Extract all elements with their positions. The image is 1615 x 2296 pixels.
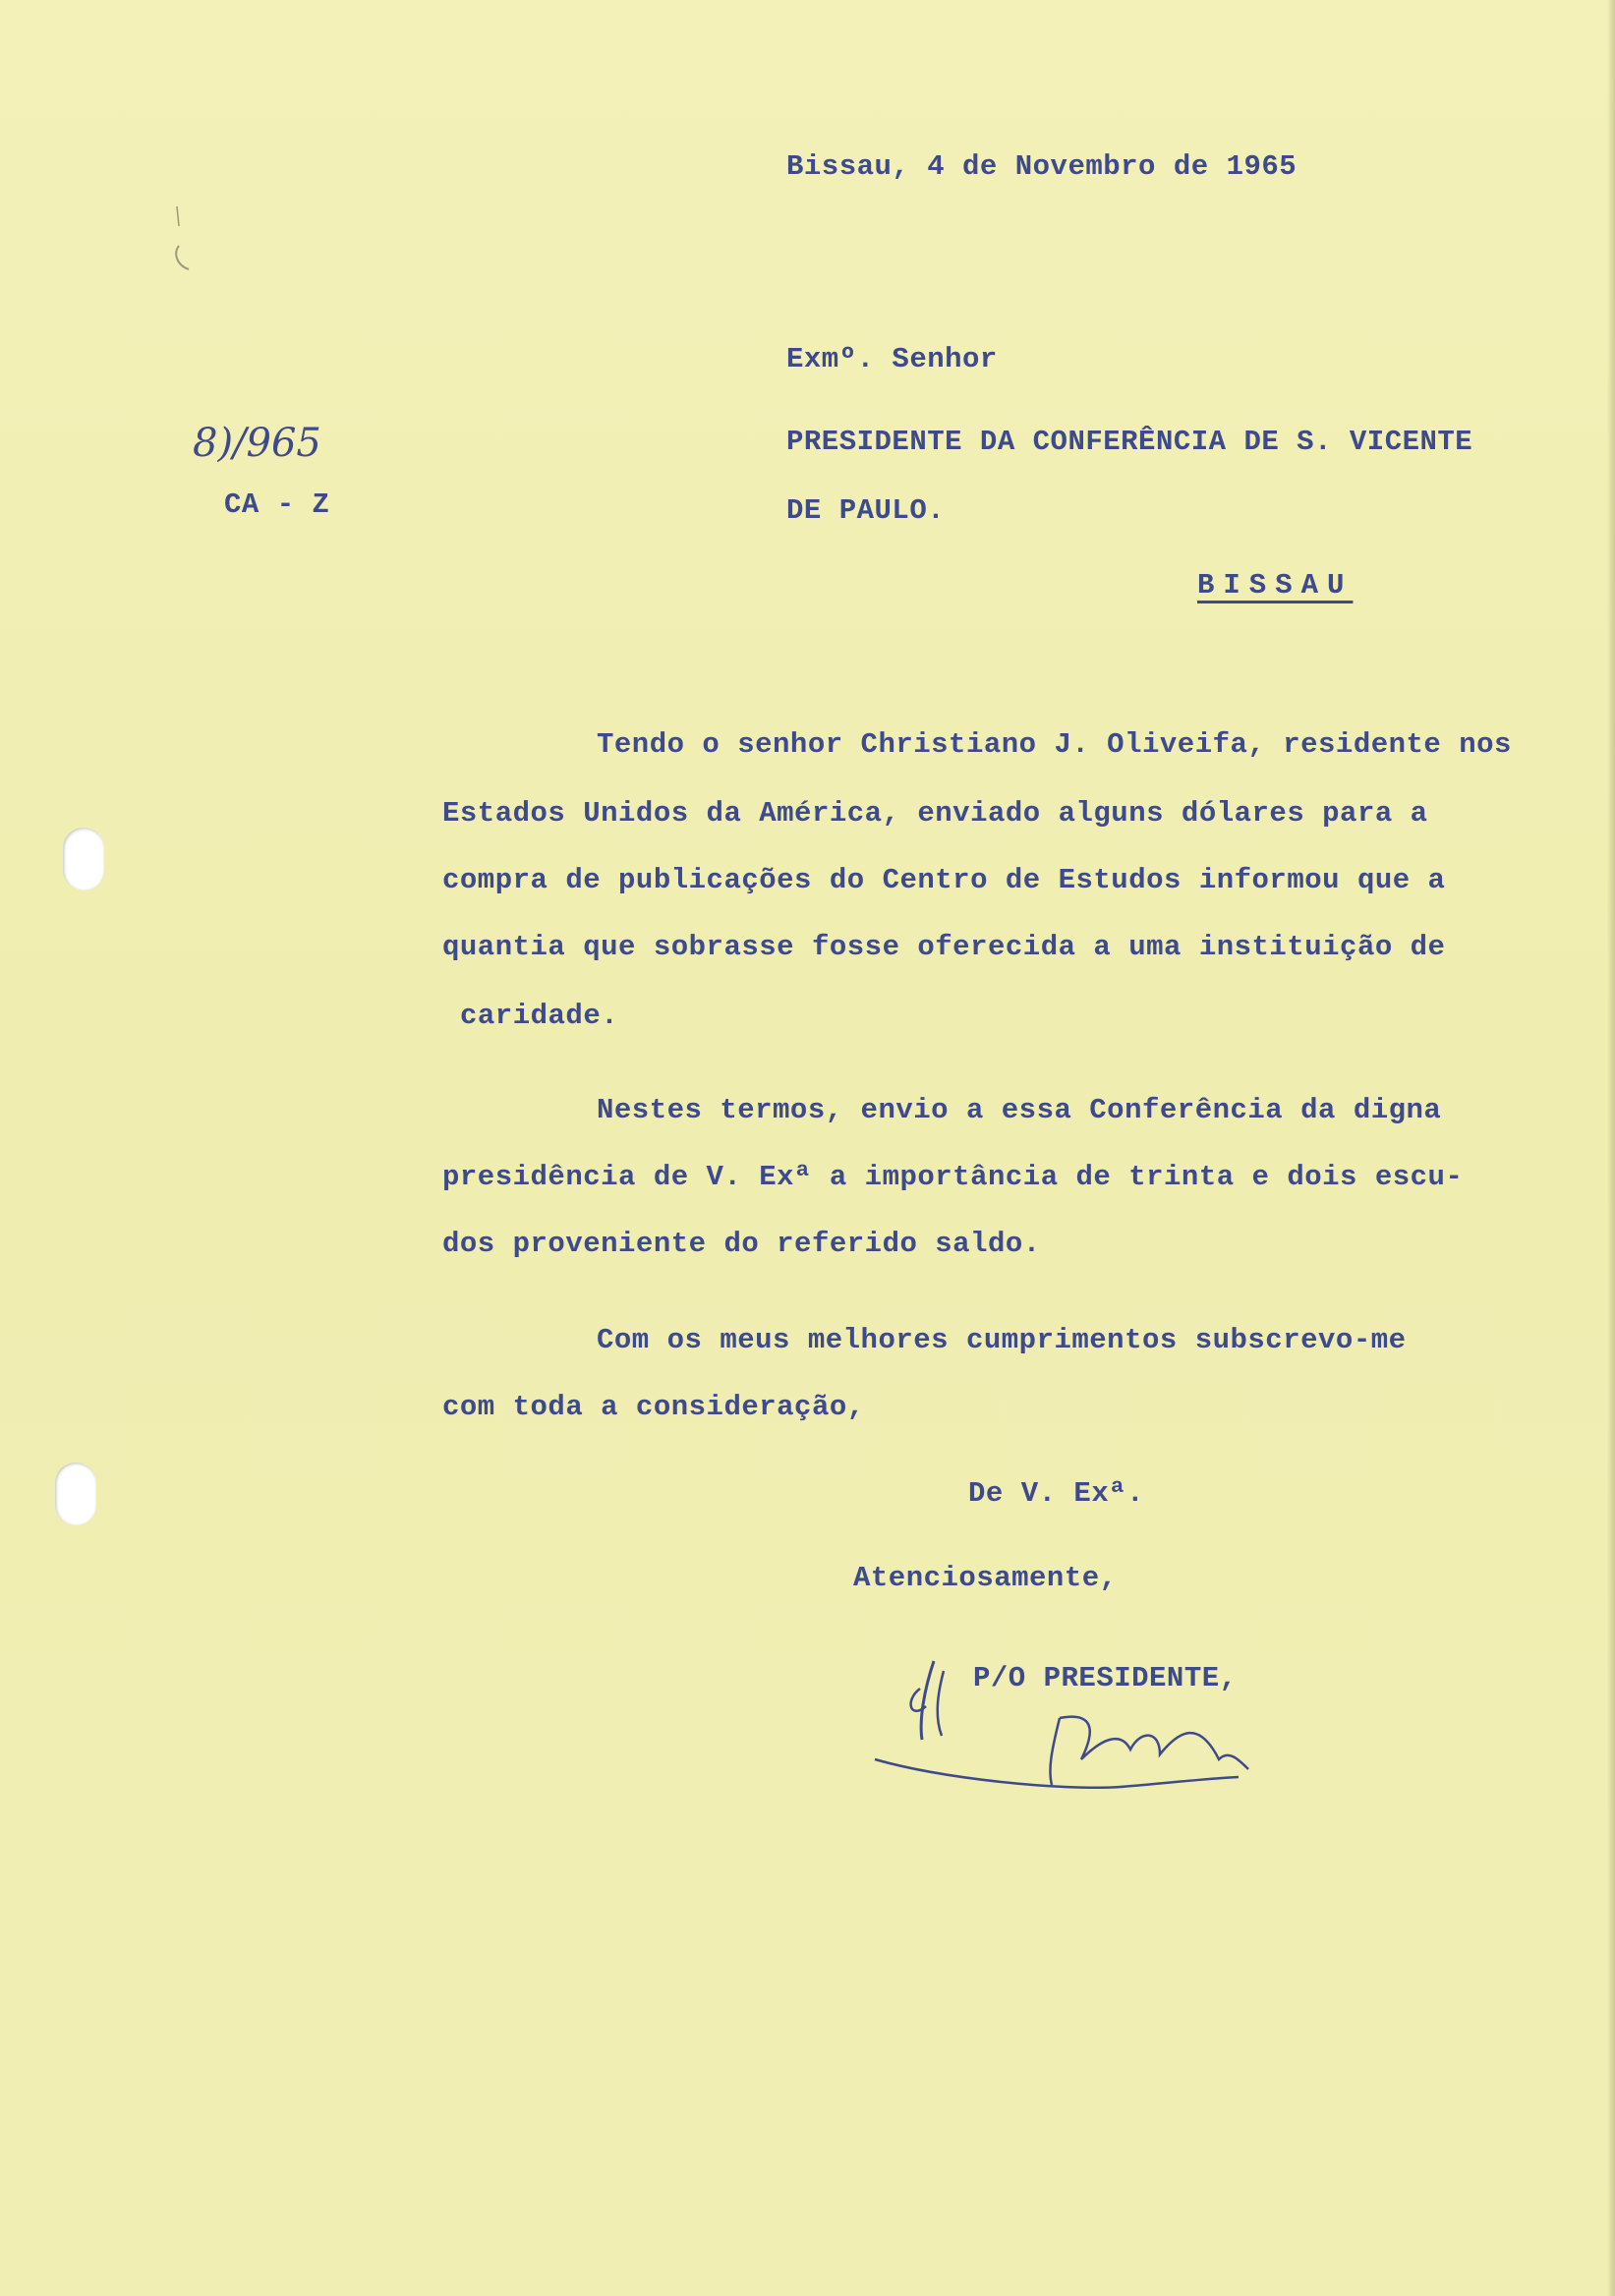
handwritten-signature	[865, 1612, 1278, 1808]
punch-hole-icon	[55, 1463, 96, 1525]
handwritten-reference: 8)/965	[193, 421, 321, 466]
salutation: Exmº. Senhor	[786, 343, 998, 375]
body-line: compra de publicações do Centro de Estudos informou que a	[442, 864, 1446, 896]
signatory-title: P/O PRESIDENTE,	[973, 1662, 1238, 1694]
addressee-city: BISSAU	[1197, 569, 1354, 602]
body-line: Com os meus melhores cumprimentos subscrevo-me	[597, 1324, 1407, 1356]
body-line: dos proveniente do referido saldo.	[442, 1228, 1041, 1260]
body-line: Tendo o senhor Christiano J. Oliveifa, residente nos	[597, 728, 1512, 761]
paper-edge-shadow	[1607, 0, 1615, 2296]
body-line: Estados Unidos da América, enviado alguns dólares para a	[442, 797, 1428, 830]
reference-code: CA - Z	[224, 488, 330, 521]
closing-line: Atenciosamente,	[853, 1562, 1118, 1594]
pencil-mark-icon	[167, 167, 226, 275]
body-line: com toda a consideração,	[442, 1391, 865, 1423]
body-line: caridade.	[460, 1000, 619, 1032]
closing-line: De V. Exª.	[968, 1477, 1145, 1510]
addressee-line: PRESIDENTE DA CONFERÊNCIA DE S. VICENTE	[786, 426, 1473, 458]
punch-hole-icon	[63, 828, 104, 890]
body-line: quantia que sobrasse fosse oferecida a uma instituição de	[442, 931, 1446, 963]
addressee-line: DE PAULO.	[786, 494, 946, 527]
body-line: Nestes termos, envio a essa Conferência da digna	[597, 1094, 1442, 1126]
letter-date: Bissau, 4 de Novembro de 1965	[786, 150, 1298, 183]
body-line: presidência de V. Exª a importância de trinta e dois escu-	[442, 1161, 1464, 1193]
